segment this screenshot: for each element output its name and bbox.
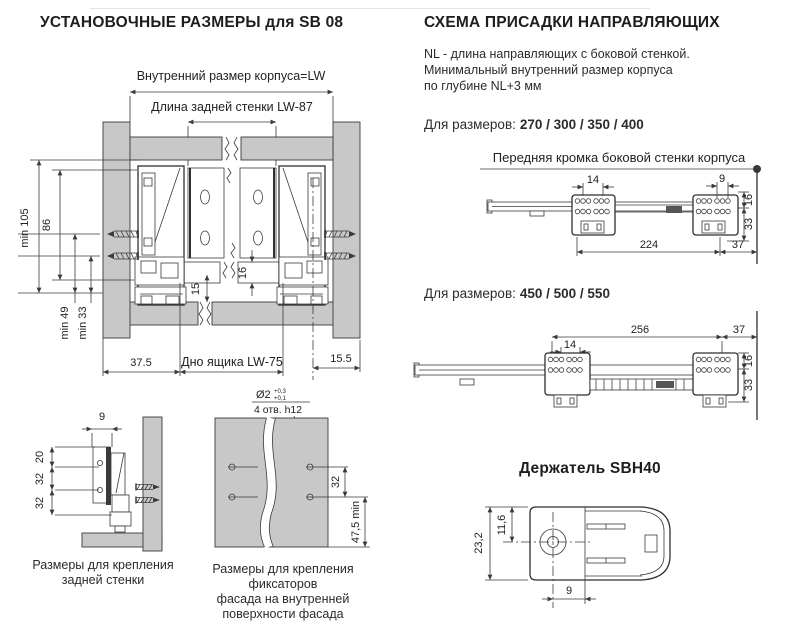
rail-drilling-diagram-short xyxy=(400,138,800,266)
dim-drawer-bottom-label: Дно ящика LW-75 xyxy=(181,355,283,369)
dim-32-upper: 32 xyxy=(34,472,46,486)
hole-diameter-label: Ø2 +0,3 +0,1 xyxy=(256,389,286,402)
facade-caption: Размеры для крепления фиксаторов фасада на внутренней поверхности фасада xyxy=(212,562,354,621)
cabinet-side xyxy=(143,417,162,551)
drawer-bottom-panel xyxy=(180,262,283,283)
dim-37: 37 xyxy=(731,239,745,251)
cabinet-top-rail-right xyxy=(241,137,333,160)
dim-inner-width-label: Внутренний размер корпуса=LW xyxy=(136,69,326,83)
cabinet-top-rail-left xyxy=(130,137,222,160)
drawer-side-profile xyxy=(135,166,186,305)
dim-32-lower: 32 xyxy=(34,496,46,510)
dim-20: 20 xyxy=(34,450,46,464)
left-title: УСТАНОВОЧНЫЕ РАЗМЕРЫ для SB 08 xyxy=(40,14,344,31)
dim-min33: min 33 xyxy=(77,306,89,340)
dim-23-2: 23,2 xyxy=(473,532,485,554)
dim-37-5: 37.5 xyxy=(130,357,152,369)
dim-min49: min 49 xyxy=(59,306,71,340)
holder-drawing xyxy=(440,478,800,644)
cabinet-side-left xyxy=(103,122,130,338)
telescopic-section xyxy=(590,379,693,390)
dim-9: 9 xyxy=(718,173,726,185)
dim-16: 16 xyxy=(743,354,755,368)
brand-chip xyxy=(666,206,682,213)
dim-16: 16 xyxy=(743,193,755,207)
dim-15: 15 xyxy=(190,282,202,296)
dim-11-6: 11,6 xyxy=(496,514,508,536)
dim-9: 9 xyxy=(565,585,573,597)
dim-86: 86 xyxy=(41,218,53,232)
dim-14: 14 xyxy=(586,174,600,186)
nl-note: NL - длина направляющих с боковой стенкой. Минимальный внутренний размер корпуса по глубине NL+3 мм xyxy=(424,47,690,93)
dim-256: 256 xyxy=(630,324,650,336)
back-wall-caption: Размеры для крепления задней стенки xyxy=(32,558,174,587)
installation-drawing xyxy=(0,50,400,395)
dim-back-wall-length-label: Длина задней стенки LW-87 xyxy=(151,100,313,114)
dim-15-5: 15.5 xyxy=(330,353,352,365)
facade-fixing-detail xyxy=(190,383,385,568)
dim-14: 14 xyxy=(563,339,577,351)
dim-33: 33 xyxy=(743,217,755,231)
dim-47-5-min: 47,5 min xyxy=(350,500,362,544)
hole-count-label: 4 отв. h12 xyxy=(254,404,303,416)
cabinet-side-right xyxy=(333,122,360,338)
dim-9: 9 xyxy=(98,411,106,423)
dim-min105: min 105 xyxy=(19,208,31,248)
holder-title: Держатель SBH40 xyxy=(519,460,661,477)
scan-artifact-line xyxy=(90,8,650,9)
sizes-line-2: Для размеров: 450 / 500 / 550 xyxy=(424,286,610,301)
dim-32: 32 xyxy=(330,475,342,489)
rail-drilling-diagram-long xyxy=(400,305,800,430)
dim-224: 224 xyxy=(639,239,659,251)
front-edge-label: Передняя кромка боковой стенки корпуса xyxy=(492,150,746,165)
sizes-line-1: Для размеров: 270 / 300 / 350 / 400 xyxy=(424,117,644,132)
brand-chip xyxy=(656,381,674,388)
back-wall-mounting-detail xyxy=(20,398,190,556)
dim-33: 33 xyxy=(743,378,755,392)
dim-16: 16 xyxy=(237,266,249,280)
dim-37: 37 xyxy=(732,324,746,336)
drawer-back-wall xyxy=(188,168,276,258)
right-title: СХЕМА ПРИСАДКИ НАПРАВЛЯЮЩИХ xyxy=(424,14,720,31)
